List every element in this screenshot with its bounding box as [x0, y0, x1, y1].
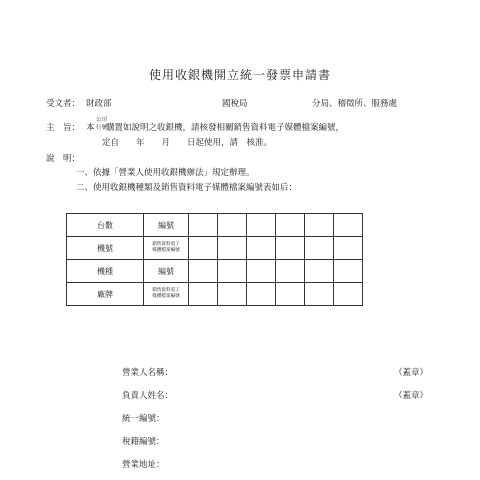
recipient-org-tax-bureau: 國稅局	[222, 99, 248, 109]
table-row	[67, 283, 363, 306]
table-cell	[247, 237, 276, 260]
sublabel-line-1: 銷售資料電子	[152, 242, 180, 247]
table-cell	[276, 260, 305, 283]
recipient-label: 受文者：	[46, 99, 81, 109]
seal-marker-person: （蓋章）	[394, 391, 429, 401]
subject-company: 公司	[96, 117, 108, 123]
table-row	[67, 214, 363, 237]
table-cell	[189, 214, 218, 237]
business-address-field: 營業地址：	[122, 460, 165, 470]
explanation-label: 說 明：	[46, 154, 81, 164]
business-name-field: 營業人名稱：	[122, 368, 174, 378]
page-title: 使用收銀機開立統一發票申請書	[148, 68, 331, 82]
row-sublabel-number: 編號	[144, 214, 189, 237]
table-cell	[276, 283, 305, 306]
table-cell	[305, 260, 334, 283]
table-row	[67, 260, 363, 283]
uniform-number-field: 統一編號：	[122, 414, 165, 424]
row-sublabel-file-number	[144, 237, 189, 260]
table-cell	[218, 283, 247, 306]
table-cell	[276, 214, 305, 237]
subject-prefix: 本	[86, 123, 95, 133]
recipient-org-branch: 分局、稽徵所、服務處	[312, 99, 398, 109]
table-cell	[189, 283, 218, 306]
seal-marker-business: （蓋章）	[394, 368, 429, 378]
table-cell	[218, 214, 247, 237]
row-label-machine-number: 機號	[67, 237, 144, 260]
table-cell	[247, 214, 276, 237]
table-row	[67, 237, 363, 260]
row-label-brand: 廠牌	[67, 283, 144, 306]
subject-store: 行號	[96, 125, 108, 131]
table-cell	[276, 237, 305, 260]
sublabel-line-1: 銷售資料電子	[152, 288, 180, 293]
table-cell	[189, 237, 218, 260]
table-cell	[305, 237, 334, 260]
table-cell	[334, 283, 363, 306]
table-cell	[305, 283, 334, 306]
tax-id-field: 稅籍編號：	[122, 437, 165, 447]
subject-label: 主 旨：	[46, 123, 81, 133]
explanation-item-2: 二、使用收銀機種類及銷售資料電子媒體檔案編號表如后：	[76, 183, 298, 193]
table-cell	[247, 260, 276, 283]
table-cell	[218, 260, 247, 283]
recipient-org-ministry: 財政部	[86, 99, 112, 109]
explanation-item-1: 一、依據「營業人使用收銀機辦法」規定辦理。	[76, 168, 255, 178]
sublabel-line-2: 媒體檔案編號	[152, 294, 180, 299]
machine-table	[66, 213, 363, 306]
table-cell	[218, 237, 247, 260]
table-cell	[189, 260, 218, 283]
table-cell	[247, 283, 276, 306]
row-sublabel-file-number	[144, 283, 189, 306]
row-sublabel-number: 編號	[144, 260, 189, 283]
table-cell	[334, 237, 363, 260]
subject-line-2: 定自 年 月 日起使用，請 核准。	[102, 138, 273, 148]
table-cell	[334, 214, 363, 237]
table-cell	[334, 260, 363, 283]
table-cell	[305, 214, 334, 237]
row-label-count: 台數	[67, 214, 144, 237]
subject-text: 購置如說明之收銀機，請核發相關銷售資料電子媒體檔案編號，	[106, 123, 345, 133]
row-label-machine-type: 機種	[67, 260, 144, 283]
responsible-person-field: 負責人姓名：	[122, 391, 174, 401]
sublabel-line-2: 媒體檔案編號	[152, 248, 180, 253]
